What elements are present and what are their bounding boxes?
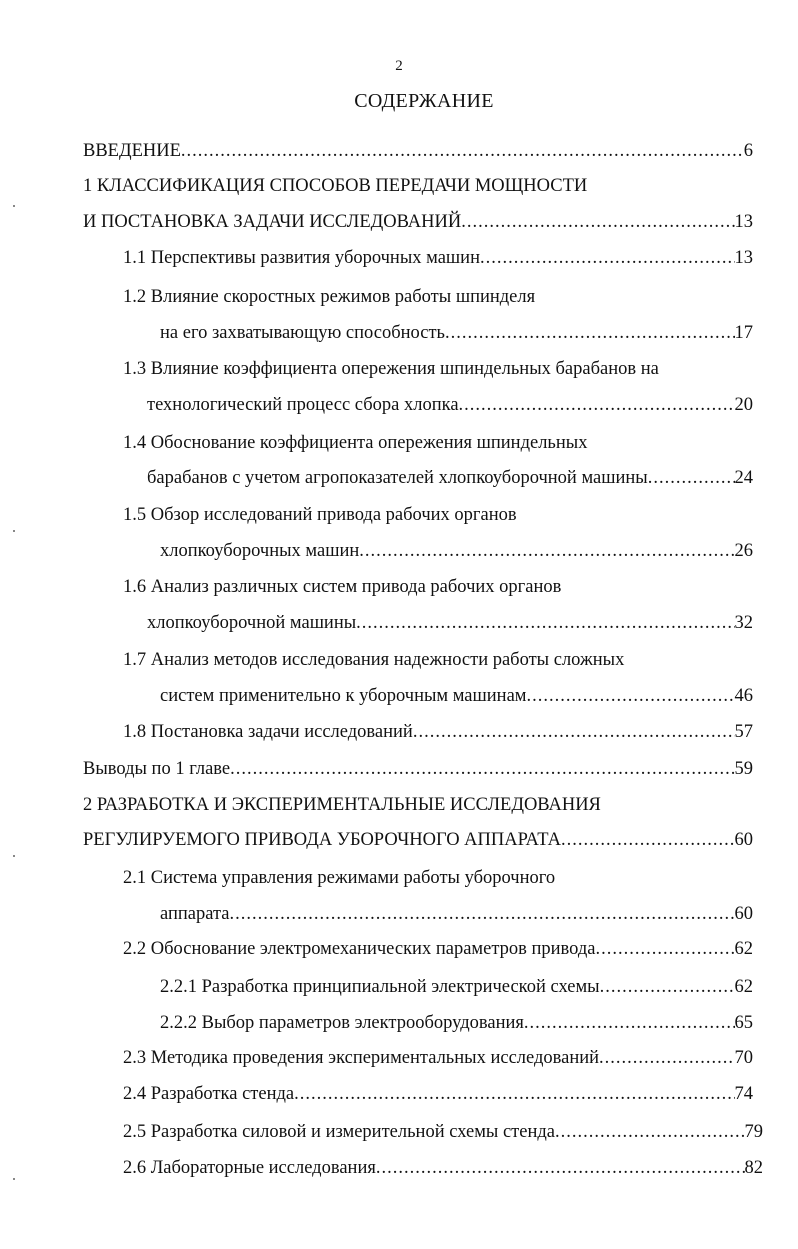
toc-entry-text: 1.5 Обзор исследований привода рабочих органов (123, 505, 517, 525)
toc-entry-text: барабанов с учетом агропоказателей хлопкоуборочной машины (147, 468, 648, 488)
toc-entry (147, 610, 753, 636)
toc-page-number: 60 (734, 904, 753, 924)
toc-page-number: 6 (743, 141, 753, 161)
toc-leader (524, 1010, 735, 1036)
toc-entry-text: хлопкоуборочных машин (160, 541, 360, 561)
toc-entry-text: технологический процесс сбора хлопка (147, 395, 459, 415)
toc-leader (294, 1081, 734, 1107)
toc-entry (83, 173, 587, 199)
toc-entry-text: 2.3 Методика проведения экспериментальных исследований (123, 1048, 600, 1068)
toc-leader (561, 827, 734, 853)
toc-entry (160, 1010, 753, 1036)
toc-entry-text: 1.2 Влияние скоростных режимов работы шпинделя (123, 287, 536, 307)
toc-entry (147, 465, 753, 491)
toc-entry-text: 1 КЛАССИФИКАЦИЯ СПОСОБОВ ПЕРЕДАЧИ МОЩНОСТИ (83, 176, 588, 196)
toc-page-number: 13 (734, 212, 753, 232)
toc-page-number: 60 (734, 830, 753, 850)
toc-leader (461, 209, 734, 235)
toc-leader (445, 320, 735, 346)
toc-entry-text: 2.6 Лабораторные исследования (123, 1158, 376, 1178)
toc-page-number: 65 (734, 1013, 753, 1033)
toc-leader (359, 538, 734, 564)
toc-entry-text: 2 РАЗРАБОТКА И ЭКСПЕРИМЕНТАЛЬНЫЕ ИССЛЕДОВАНИЯ (83, 795, 601, 815)
toc-entry (147, 392, 753, 418)
toc-page-number: 57 (734, 722, 753, 742)
toc-entry-text: 2.2.1 Разработка принципиальной электрической схемы (160, 977, 600, 997)
toc-entry-text: 1.1 Перспективы развития уборочных машин (123, 248, 480, 268)
toc-leader (356, 610, 734, 636)
toc-entry (123, 356, 659, 382)
toc-entry-text: Выводы по 1 главе (83, 759, 231, 779)
toc-entry (83, 827, 753, 853)
toc-page-number: 24 (734, 468, 753, 488)
toc-entry-text: 1.3 Влияние коэффициента опережения шпиндельных барабанов на (123, 359, 659, 379)
toc-entry-text: 2.2 Обоснование электромеханических параметров привода (123, 939, 596, 959)
toc-entry (123, 502, 517, 528)
toc-entry-text: ВВЕДЕНИЕ (83, 141, 181, 161)
toc-entry (160, 901, 753, 927)
toc-page-number: 79 (744, 1122, 763, 1142)
toc-leader (599, 1045, 734, 1071)
toc-leader (555, 1119, 745, 1145)
toc-entry (123, 936, 753, 962)
toc-page-number: 13 (734, 248, 753, 268)
toc-entry (83, 209, 753, 235)
toc-page-number: 62 (734, 977, 753, 997)
toc-entry-text: 2.1 Система управления режимами работы уборочного (123, 868, 556, 888)
toc-entry-text: систем применительно к уборочным машинам (160, 686, 527, 706)
toc-entry (160, 538, 753, 564)
toc-leader (181, 138, 744, 164)
toc-leader (413, 719, 735, 745)
toc-entry (123, 245, 753, 271)
toc-entry-text: 1.8 Постановка задачи исследований (123, 722, 413, 742)
toc-entry (83, 138, 753, 164)
toc-entry-text: 1.6 Анализ различных систем привода рабочих органов (123, 577, 562, 597)
toc-entry (83, 756, 753, 782)
toc-entry (123, 1081, 753, 1107)
toc-leader (600, 974, 735, 1000)
toc-leader (376, 1155, 745, 1181)
toc-entry-text: 1.4 Обоснование коэффициента опережения шпиндельных (123, 433, 588, 453)
toc-entry-text: на его захватывающую способность (160, 323, 445, 343)
toc-leader (229, 901, 734, 927)
toc-page-number: 74 (734, 1084, 753, 1104)
toc-entry-text: 2.4 Разработка стенда (123, 1084, 295, 1104)
toc-entry (160, 974, 753, 1000)
toc-page-number: 32 (734, 613, 753, 633)
toc-leader (459, 392, 735, 418)
toc-leader (230, 756, 734, 782)
toc-page-number: 70 (734, 1048, 753, 1068)
toc-entry (123, 1045, 753, 1071)
toc-entry (160, 320, 753, 346)
toc-page-number: 17 (734, 323, 753, 343)
scan-speck (13, 1178, 15, 1180)
toc-leader (596, 936, 735, 962)
toc-entry-text: хлопкоуборочной машины (147, 613, 357, 633)
toc-entry-text: 2.5 Разработка силовой и измерительной схемы стенда (123, 1122, 555, 1142)
toc-page-number: 20 (734, 395, 753, 415)
toc-page-number: 59 (734, 759, 753, 779)
toc-entry (123, 574, 561, 600)
toc-page-number: 62 (734, 939, 753, 959)
toc-entry (123, 719, 753, 745)
toc-leader (480, 245, 735, 271)
toc-entry-text: 2.2.2 Выбор параметров электрооборудования (160, 1013, 524, 1033)
toc-leader (648, 465, 735, 491)
toc-entry (123, 1155, 763, 1181)
toc-entry-text: аппарата (160, 904, 230, 924)
toc-entry (123, 865, 555, 891)
scan-speck (13, 530, 15, 532)
toc-entry (123, 647, 624, 673)
toc-entry-text: 1.7 Анализ методов исследования надежности работы сложных (123, 650, 625, 670)
scan-speck (13, 205, 15, 207)
toc-entry-text: И ПОСТАНОВКА ЗАДАЧИ ИССЛЕДОВАНИЙ (83, 212, 462, 232)
page-number: 2 (395, 58, 403, 74)
toc-page-number: 26 (734, 541, 753, 561)
toc-entry (123, 1119, 763, 1145)
page-title: СОДЕРЖАНИЕ (354, 90, 494, 112)
toc-entry (83, 792, 601, 818)
toc-entry-text: РЕГУЛИРУЕМОГО ПРИВОДА УБОРОЧНОГО АППАРАТА (83, 830, 562, 850)
toc-entry (123, 284, 535, 310)
toc-entry (123, 430, 587, 456)
toc-leader (527, 683, 735, 709)
toc-page-number: 82 (744, 1158, 763, 1178)
toc-entry (160, 683, 753, 709)
toc-page-number: 46 (734, 686, 753, 706)
scan-speck (13, 855, 15, 857)
